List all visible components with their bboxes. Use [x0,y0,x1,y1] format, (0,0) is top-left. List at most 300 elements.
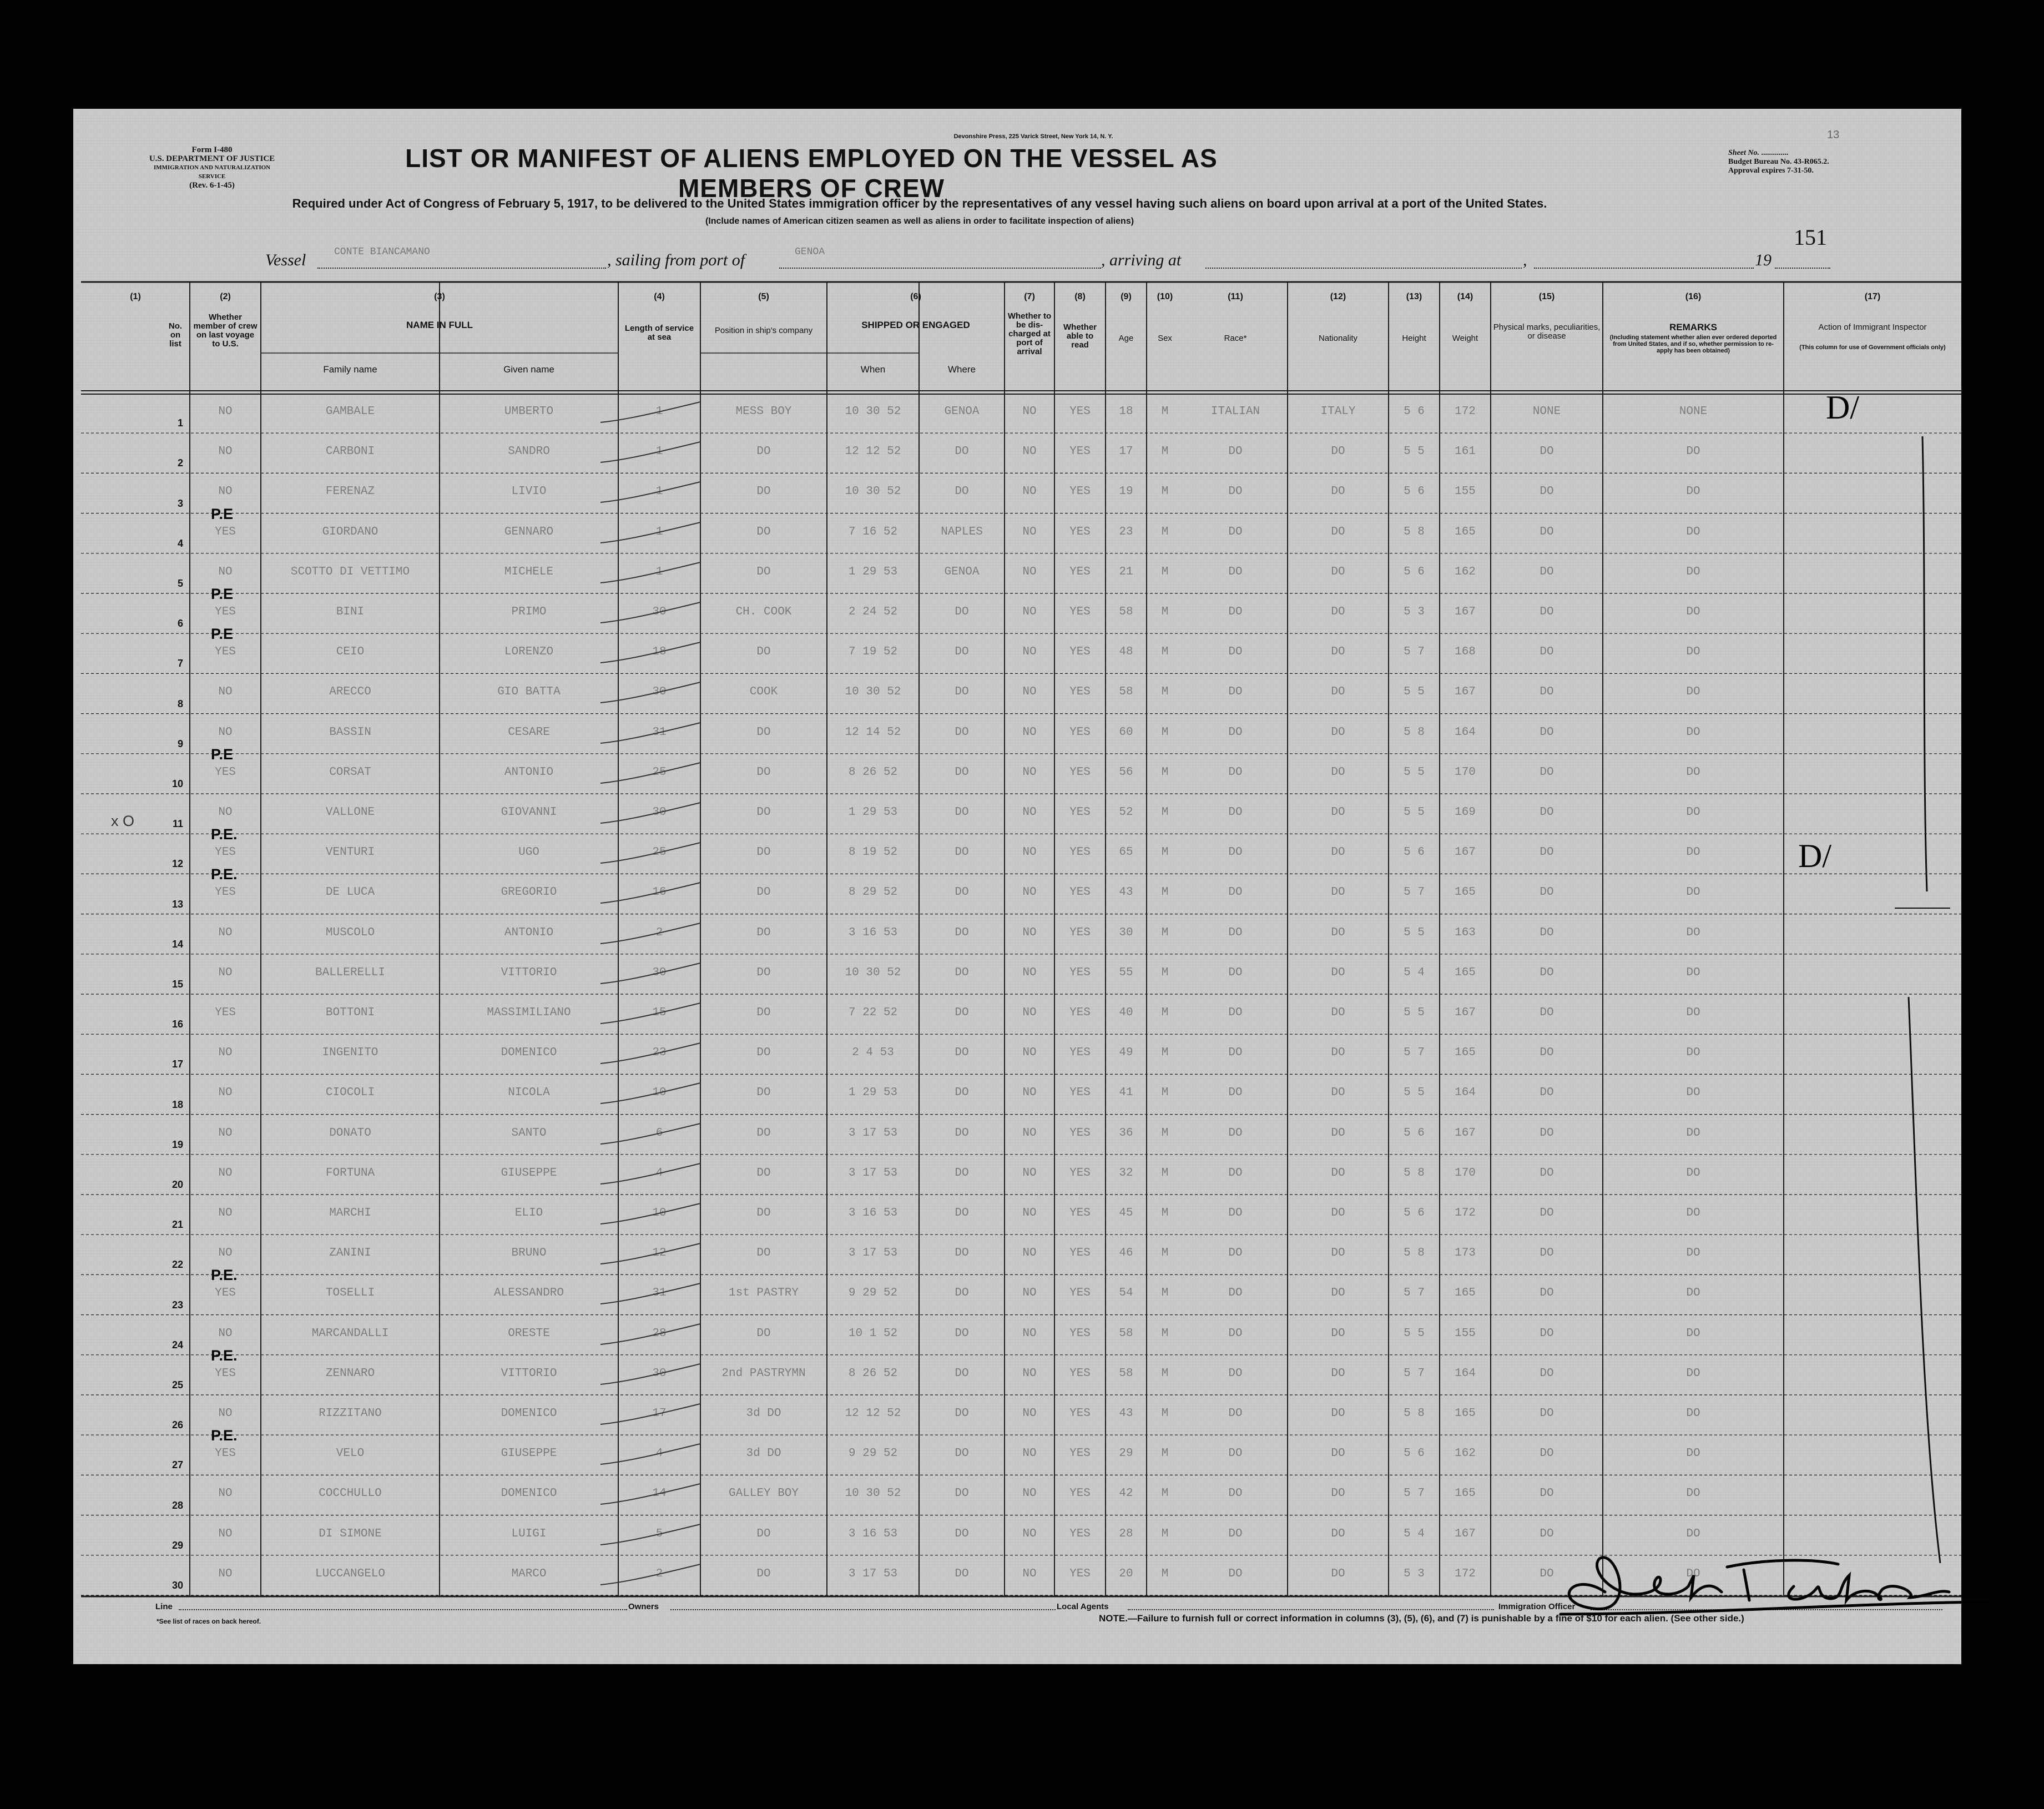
crew-row [73,626,1961,673]
sheet-number-label: Sheet No. [1728,149,1759,157]
cell-sex: M [1161,765,1169,779]
document-title: LIST OR MANIFEST OF ALIENS EMPLOYED ON THE VESSEL AS MEMBERS OF CREW [405,144,1218,203]
cell-phys: DO [1540,646,1554,659]
cell-crew: NO [218,1527,233,1540]
cell-phys: DO [1540,966,1554,979]
cell-sex: M [1161,565,1169,578]
cell-phys: DO [1540,926,1554,939]
cell-race: DO [1228,1287,1243,1300]
row-number: 19 [171,1138,183,1150]
cell-disch: NO [1022,1207,1037,1220]
row-number: 16 [171,1019,183,1030]
approval-expiry: Approval expires 7-31-50. [1728,167,1814,175]
check-tick-mark [595,1399,706,1433]
department-name: U.S. DEPARTMENT OF JUSTICE [149,154,275,163]
cell-where: DO [955,765,969,779]
cell-phys: DO [1540,445,1554,458]
cell-when: 10 30 52 [845,966,901,979]
row-number: 26 [171,1419,183,1431]
cell-disch: NO [1022,1006,1037,1019]
cell-sex: M [1161,1327,1169,1340]
cell-nat: DO [1331,1287,1345,1300]
header-sex: Sex [1158,334,1172,343]
cell-read: YES [1069,1367,1091,1380]
cell-sex: M [1161,646,1169,659]
check-tick-mark [595,1319,706,1353]
header-discharged: Whether to be dis-charged at port of arrival [1007,311,1052,356]
cell-phys: DO [1540,1086,1554,1100]
cell-race: DO [1228,1567,1243,1580]
cell-sex: M [1161,725,1169,739]
cell-height: 5 6 [1404,1447,1425,1460]
cell-nat: DO [1331,1126,1345,1140]
race-footnote: *See list of races on back hereof. [157,1617,261,1625]
cell-where: DO [955,886,969,899]
header-nationality: Nationality [1318,334,1358,343]
inspector-action-mark: D/ [1798,838,1831,874]
cell-height: 5 6 [1404,485,1425,498]
crew-row [73,1195,1961,1234]
cell-height: 5 8 [1404,1247,1425,1260]
cell-phys: DO [1540,565,1554,578]
cell-position: MESS BOY [735,405,792,418]
check-tick-mark [595,1239,706,1272]
cell-crew: NO [218,1166,233,1180]
cell-age: 30 [1119,926,1133,939]
handwritten-pe-note: P.E [211,626,234,643]
handwritten-pe-note: P.E. [211,866,238,883]
vessel-label: Vessel [265,251,306,269]
cell-given: GREGORIO [501,886,557,899]
crew-row [73,714,1961,754]
cell-weight: 170 [1455,765,1476,779]
cell-phys: DO [1540,1207,1554,1220]
cell-remarks: DO [1686,1567,1700,1580]
cell-where: DO [955,1126,969,1140]
cell-where: DO [955,1207,969,1220]
cell-race: DO [1228,926,1243,939]
column-number: (10) [1157,292,1173,301]
cell-family: INGENITO [322,1046,378,1060]
cell-sex: M [1161,445,1169,458]
cell-where: DO [955,1046,969,1060]
row-number: 13 [171,898,183,910]
row-number: 12 [171,858,183,870]
cell-position: DO [756,1046,771,1060]
cell-length: 10 [652,1086,667,1100]
cell-given: DOMENICO [501,1487,557,1500]
cell-when: 1 29 53 [848,1086,898,1100]
cell-length: 17 [652,1407,667,1420]
crew-row [73,994,1961,1034]
cell-height: 5 7 [1404,1287,1425,1300]
cell-when: 8 26 52 [848,1367,898,1380]
cell-nat: DO [1331,1367,1345,1380]
column-number: (8) [1074,292,1086,301]
cell-nat: DO [1331,806,1345,819]
cell-weight: 167 [1455,1527,1476,1540]
immigration-officer-label: Immigration Officer [1498,1602,1576,1611]
cell-family: FERENAZ [325,485,375,498]
cell-given: CESARE [508,725,550,739]
cell-where: DO [955,725,969,739]
check-tick-mark [595,1039,706,1072]
cell-weight: 170 [1455,1166,1476,1180]
crew-row [73,866,1961,914]
cell-sex: M [1161,1207,1169,1220]
cell-weight: 169 [1455,806,1476,819]
cell-crew: NO [218,806,233,819]
cell-when: 10 30 52 [845,405,901,418]
row-number: 24 [171,1339,183,1351]
cell-race: DO [1228,765,1243,779]
cell-sex: M [1161,606,1169,618]
header-remarks-note: (Including statement whether alien ever ordered deported from United States, and if so, whether permission to re-apply has been obtained) [1609,334,1777,354]
column-number: (13) [1406,292,1422,301]
arriving-label: , arriving at [1101,251,1182,269]
cell-phys: DO [1540,1247,1554,1260]
document-subtitle: Required under Act of Congress of February 5, 1917, to be delivered to the United States immigration officer by the representatives of any vessel having such aliens on board upon arrival at a port of the United States. [292,196,1547,210]
cell-age: 36 [1119,1126,1133,1140]
cell-crew: YES [215,1447,236,1460]
cell-age: 65 [1119,846,1133,859]
cell-nat: DO [1331,606,1345,618]
cell-race: DO [1228,966,1243,979]
header-race: Race* [1224,334,1247,343]
row-number: 2 [177,457,183,469]
header-weight: Weight [1452,334,1478,343]
cell-height: 5 5 [1404,1086,1425,1100]
cell-read: YES [1069,846,1091,859]
cell-position: DO [756,1166,771,1180]
cell-crew: NO [218,1046,233,1060]
cell-family: DE LUCA [325,886,375,899]
cell-phys: NONE [1532,405,1561,418]
cell-length: 1 [655,445,663,458]
cell-given: VITTORIO [501,966,557,979]
cell-crew: NO [218,1247,233,1260]
cell-read: YES [1069,565,1091,578]
cell-disch: NO [1022,926,1037,939]
cell-position: CH. COOK [735,606,792,618]
column-number: (3) [434,292,445,301]
cell-nat: DO [1331,966,1345,979]
row-number: 14 [171,938,183,950]
cell-weight: 165 [1455,1287,1476,1300]
cell-read: YES [1069,1487,1091,1500]
cell-height: 5 6 [1404,1207,1425,1220]
cell-sex: M [1161,1086,1169,1100]
cell-read: YES [1069,1046,1091,1060]
cell-age: 56 [1119,765,1133,779]
handwritten-pe-note: P.E [211,745,234,763]
row-number: 21 [171,1219,183,1231]
cell-read: YES [1069,1126,1091,1140]
cell-weight: 164 [1455,725,1476,739]
column-number: (15) [1538,292,1555,301]
cell-remarks: DO [1686,926,1700,939]
crew-row [73,745,1961,794]
cell-where: DO [955,445,969,458]
crew-row [73,393,1961,433]
cell-when: 2 24 52 [848,606,898,618]
cell-race: DO [1228,886,1243,899]
cell-height: 5 3 [1404,606,1425,618]
cell-length: 28 [652,1327,667,1340]
cell-weight: 164 [1455,1086,1476,1100]
header-when: When [860,364,886,375]
cell-position: 3d DO [746,1447,781,1460]
cell-position: DO [756,765,771,779]
handwritten-pe-note: P.E. [211,1427,238,1444]
cell-when: 10 30 52 [845,485,901,498]
cell-crew: NO [218,565,233,578]
cell-read: YES [1069,966,1091,979]
cell-disch: NO [1022,1327,1037,1340]
cell-given: GIUSEPPE [501,1166,557,1180]
cell-position: DO [756,1327,771,1340]
column-number: (14) [1457,292,1473,301]
row-number: 15 [171,978,183,990]
handwritten-pe-note: P.E. [211,826,238,843]
cell-height: 5 5 [1404,1006,1425,1019]
cell-remarks: DO [1686,1447,1700,1460]
crew-row [73,1427,1961,1475]
cell-family: TOSELLI [325,1287,375,1300]
cell-nat: DO [1331,1567,1345,1580]
cell-remarks: DO [1686,846,1700,859]
check-tick-mark [595,718,706,752]
line-dotted-line [179,1609,627,1610]
cell-sex: M [1161,485,1169,498]
column-number: (9) [1121,292,1132,301]
cell-family: MARCHI [329,1207,371,1220]
cell-position: 3d DO [746,1407,781,1420]
cell-weight: 172 [1455,405,1476,418]
cell-phys: DO [1540,1166,1554,1180]
cell-weight: 155 [1455,1327,1476,1340]
cell-remarks: DO [1686,1006,1700,1019]
cell-phys: DO [1540,1367,1554,1380]
cell-age: 46 [1119,1247,1133,1260]
row-number: 11 [172,818,183,830]
cell-remarks: DO [1686,806,1700,819]
cell-when: 7 22 52 [848,1006,898,1019]
cell-when: 3 17 53 [848,1247,898,1260]
cell-given: LORENZO [504,646,554,659]
cell-nat: DO [1331,1046,1345,1060]
row-number: 27 [171,1459,183,1471]
cell-weight: 162 [1455,565,1476,578]
cell-length: 30 [652,606,667,618]
cell-phys: DO [1540,686,1554,699]
check-tick-mark [595,878,706,911]
cell-phys: DO [1540,1527,1554,1540]
header-no-on-list: No. on list [168,321,183,349]
form-number: Form I-480 [191,145,233,154]
cell-nat: DO [1331,445,1345,458]
cell-family: VALLONE [325,806,375,819]
cell-age: 32 [1119,1166,1133,1180]
cell-nat: DO [1331,1006,1345,1019]
cell-phys: DO [1540,886,1554,899]
cell-nat: DO [1331,1327,1345,1340]
cell-length: 1 [655,525,663,538]
cell-length: 4 [655,1447,663,1460]
cell-given: LUIGI [511,1527,547,1540]
document-subnote: (Include names of American citizen seamen as well as aliens in order to facilitate inspection of aliens) [705,216,1134,226]
cell-weight: 165 [1455,1046,1476,1060]
cell-race: DO [1228,725,1243,739]
cell-when: 8 26 52 [848,765,898,779]
cell-remarks: NONE [1679,405,1708,418]
cell-height: 5 6 [1404,846,1425,859]
cell-length: 14 [652,1487,667,1500]
cell-read: YES [1069,1247,1091,1260]
cell-weight: 161 [1455,445,1476,458]
cell-given: GIO BATTA [497,686,561,699]
year-label: 19 [1755,251,1772,269]
cell-weight: 172 [1455,1567,1476,1580]
cell-remarks: DO [1686,606,1700,618]
cell-weight: 172 [1455,1207,1476,1220]
cell-race: DO [1228,1447,1243,1460]
cell-where: DO [955,1367,969,1380]
cell-length: 15 [652,1006,667,1019]
cell-family: DI SIMONE [319,1527,382,1540]
cell-position: DO [756,1527,771,1540]
cell-phys: DO [1540,1407,1554,1420]
cell-race: DO [1228,1046,1243,1060]
cell-disch: NO [1022,1447,1037,1460]
penalty-note: NOTE.—Failure to furnish full or correct information in columns (3), (5), (6), and (7) is punishable by a fine of $10 for each alien. (See other side.) [1099,1613,1744,1624]
cell-disch: NO [1022,1567,1037,1580]
cell-sex: M [1161,525,1169,538]
sheet-stamp-number: 13 [1827,129,1840,141]
cell-nat: DO [1331,1207,1345,1220]
crew-row [73,433,1961,473]
cell-family: BASSIN [329,725,371,739]
cell-disch: NO [1022,966,1037,979]
cell-sex: M [1161,886,1169,899]
cell-height: 5 5 [1404,806,1425,819]
cell-race: DO [1228,525,1243,538]
cell-family: MUSCOLO [325,926,375,939]
cell-nat: DO [1331,886,1345,899]
cell-age: 21 [1119,565,1133,578]
header-crew-last-voyage: Whether member of crew on last voyage to U.S. [193,313,258,349]
cell-family: CARBONI [325,445,375,458]
cell-length: 25 [652,846,667,859]
cell-given: MICHELE [504,565,554,578]
crew-row [73,673,1961,713]
cell-disch: NO [1022,686,1037,699]
cell-when: 3 17 53 [848,1126,898,1140]
cell-length: 30 [652,1367,667,1380]
cell-remarks: DO [1686,525,1700,538]
cell-race: DO [1228,806,1243,819]
cell-given: LIVIO [511,485,547,498]
cell-family: GIORDANO [322,525,378,538]
cell-sex: M [1161,1247,1169,1260]
check-tick-mark [595,919,706,952]
cell-age: 28 [1119,1527,1133,1540]
cell-nat: DO [1331,926,1345,939]
agents-dotted-line [1128,1609,1494,1610]
cell-length: 16 [652,886,667,899]
sailing-port-label: , sailing from port of [607,251,745,269]
crew-row [73,1234,1961,1274]
cell-height: 5 8 [1404,525,1425,538]
check-tick-mark [595,397,706,431]
header-action-of-inspector: Action of Immigrant Inspector [1818,323,1927,332]
cell-where: DO [955,1327,969,1340]
crew-row [73,1315,1961,1355]
cell-read: YES [1069,1407,1091,1420]
cell-family: VELO [336,1447,365,1460]
budget-bureau-number: Budget Bureau No. 43-R065.2. [1728,158,1829,166]
cell-length: 4 [655,1166,663,1180]
column-number: (16) [1685,292,1702,301]
header-shipped-or-engaged: SHIPPED OR ENGAGED [861,320,970,330]
crew-row [73,826,1961,874]
cell-weight: 164 [1455,1367,1476,1380]
cell-height: 5 5 [1404,765,1425,779]
cell-race: DO [1228,565,1243,578]
cell-crew: NO [218,725,233,739]
cell-family: RIZZITANO [319,1407,382,1420]
cell-remarks: DO [1686,1407,1700,1420]
cell-phys: DO [1540,1327,1554,1340]
cell-weight: 173 [1455,1247,1476,1260]
cell-remarks: DO [1686,886,1700,899]
cell-where: DO [955,1567,969,1580]
cell-race: ITALIAN [1210,405,1260,418]
handwritten-sheet-number: 151 [1794,225,1827,250]
cell-position: COOK [749,686,778,699]
cell-position: DO [756,1247,771,1260]
cell-disch: NO [1022,1166,1037,1180]
cell-when: 10 30 52 [845,1487,901,1500]
check-tick-mark [595,1520,706,1553]
check-tick-mark [595,1159,706,1192]
cell-age: 58 [1119,1367,1133,1380]
cell-position: DO [756,886,771,899]
cell-height: 5 5 [1404,926,1425,939]
column-number: (7) [1024,292,1035,301]
cell-given: ANTONIO [504,765,554,779]
cell-given: ELIO [514,1207,543,1220]
cell-position: DO [756,1126,771,1140]
cell-sex: M [1161,405,1169,418]
check-tick-mark [595,1359,706,1393]
cell-age: 58 [1119,1327,1133,1340]
check-tick-mark [595,1479,706,1513]
cell-position: DO [756,966,771,979]
crew-row [73,505,1961,553]
cell-height: 5 6 [1404,1126,1425,1140]
cell-where: DO [955,1166,969,1180]
cell-length: 1 [655,565,663,578]
cell-remarks: DO [1686,485,1700,498]
cell-age: 40 [1119,1006,1133,1019]
cell-race: DO [1228,646,1243,659]
cell-remarks: DO [1686,1046,1700,1060]
cell-read: YES [1069,1287,1091,1300]
row-number: 18 [171,1098,183,1110]
cell-disch: NO [1022,646,1037,659]
cell-race: DO [1228,445,1243,458]
